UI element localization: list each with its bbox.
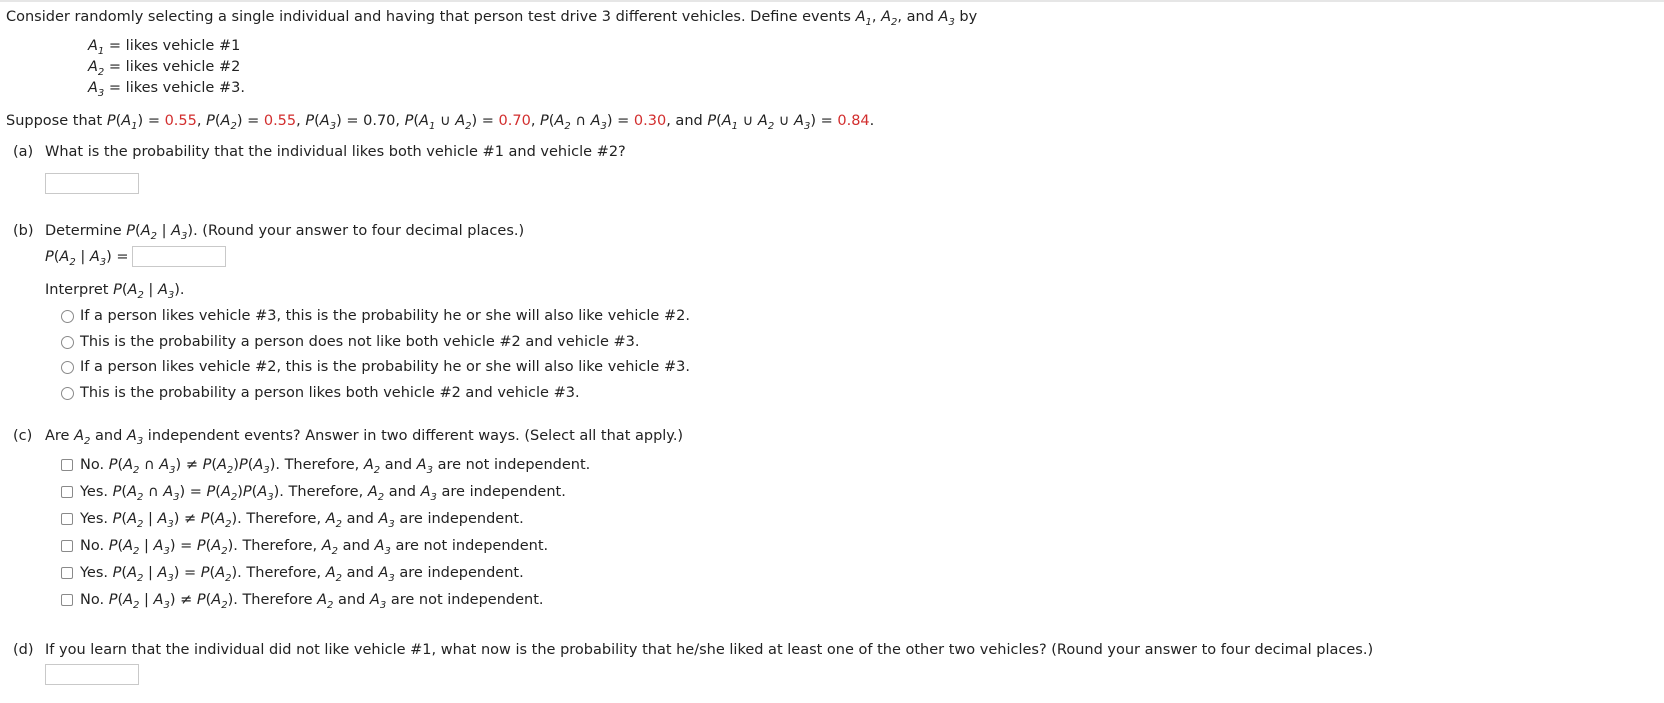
part-c-option-1-text: No. $P(A_2$ ∩ $A_3) \ne P(A_2)P(A_3)$. Therefore, $A_2$ and $A_3$ are not independent. [80, 457, 591, 476]
part-c-option-2-text: Yes. $P(A_2$ ∩ $A_3) = P(A_2)P(A_3)$. Therefore, $A_2$ and $A_3$ are independent. [80, 484, 566, 503]
part-c-option-6-checkbox[interactable] [61, 594, 73, 606]
part-b-option-3-radio[interactable] [61, 361, 74, 374]
part-c-option-3-checkbox[interactable] [61, 513, 73, 525]
event-a2-label: = likes vehicle #2 [108, 59, 241, 75]
part-c-option-3-tail: are independent. [399, 511, 524, 527]
intro-by: by [959, 9, 978, 25]
part-c-option-6-text: No. $P(A_2$ | $A_3) \ne P(A_2)$. Therefore $A_2$ and $A_3$ are not independent. [80, 592, 544, 611]
given-prefix: Suppose that [6, 113, 103, 129]
p-union-value: 0.84 [837, 113, 870, 129]
part-c-option-4-tail: are not independent. [395, 538, 549, 554]
part-c-option-1-tail: are not independent. [437, 457, 591, 473]
part-c-option-4-lead: No. [80, 538, 105, 554]
event-a2: $A_2$ = likes vehicle #2 [88, 59, 241, 78]
p-a1-or-a2-value: 0.70 [498, 113, 531, 129]
p-a2-and-a3-value: 0.30 [633, 113, 667, 129]
part-d-question: If you learn that the individual did not like vehicle #1, what now is the probability that he/she liked at least one of the other two vehicles? (Round your answer to four decimal places.) [45, 642, 1374, 658]
part-b-question-prefix: Determine [45, 223, 122, 239]
part-c-option-5-checkbox[interactable] [61, 567, 73, 579]
part-b-option-2-text: This is the probability a person does not like both vehicle #2 and vehicle #3. [80, 334, 640, 350]
given-probabilities: Suppose that $P(A_1) = 0.55$, $P(A_2) = 0.55$, $P(A_3) = 0.70$, $P(A_1$ ∪ $A_2) = 0.70$, $P(A_2$ ∩ $A_3) = 0.30$, and $P(A_1$ ∪ $A_2$ ∪ $A_3) = 0.84$. [6, 113, 875, 132]
part-c-option-4-text: No. $P(A_2$ | $A_3) = P(A_2)$. Therefore, $A_2$ and $A_3$ are not independent. [80, 538, 549, 557]
part-d-label: (d) [13, 642, 34, 658]
part-b-option-2-radio[interactable] [61, 336, 74, 349]
part-c-option-2-lead: Yes. [80, 484, 109, 500]
p-a2-value: 0.55 [263, 113, 297, 129]
part-c-option-1-lead: No. [80, 457, 105, 473]
part-b-option-1-radio[interactable] [61, 310, 74, 323]
top-divider [0, 0, 1664, 2]
part-c-label: (c) [13, 428, 33, 444]
part-c-option-1-checkbox[interactable] [61, 459, 73, 471]
part-b-label: (b) [13, 223, 34, 239]
event-a1-label: = likes vehicle #1 [108, 38, 241, 54]
part-b-interpret-prefix: Interpret [45, 282, 109, 298]
part-c-option-5-tail: are independent. [399, 565, 524, 581]
part-c-question: Are $A_2$ and $A_3$ independent events? Answer in two different ways. (Select all that apply.) [45, 428, 684, 447]
p-a3-value: 0.70 [363, 113, 396, 129]
part-c-option-2-tail: are independent. [441, 484, 566, 500]
part-c-option-5-text: Yes. $P(A_2$ | $A_3) = P(A_2)$. Therefore, $A_2$ and $A_3$ are independent. [80, 565, 524, 584]
p-a1-value: 0.55 [164, 113, 197, 129]
part-b-answer-input[interactable] [132, 246, 226, 267]
part-c-option-3-text: Yes. $P(A_2$ | $A_3) \ne P(A_2)$. Therefore, $A_2$ and $A_3$ are independent. [80, 511, 524, 530]
part-b-option-4-text: This is the probability a person likes both vehicle #2 and vehicle #3. [80, 385, 580, 401]
intro-sentence: Consider randomly selecting a single individual and having that person test drive 3 different vehicles. Define events [6, 9, 851, 25]
part-a-question: What is the probability that the individual likes both vehicle #1 and vehicle #2? [45, 144, 626, 160]
event-a3-label: = likes vehicle #3. [108, 80, 245, 96]
part-c-option-4-checkbox[interactable] [61, 540, 73, 552]
event-a1: $A_1$ = likes vehicle #1 [88, 38, 241, 57]
part-a-answer-input[interactable] [45, 173, 139, 194]
part-c-option-5-lead: Yes. [80, 565, 109, 581]
event-a3: $A_3$ = likes vehicle #3. [88, 80, 245, 99]
intro-text: Consider randomly selecting a single individual and having that person test drive 3 different vehicles. Define events $A_1$, $A_2$, and $A_3$ by [6, 9, 978, 28]
part-b-interpret: Interpret $P(A_2$ | $A_3$). [45, 282, 185, 301]
part-b-option-1-text: If a person likes vehicle #3, this is the probability he or she will also like vehicle #2. [80, 308, 690, 324]
part-b-question: Determine $P(A_2$ | $A_3$). (Round your answer to four decimal places.) [45, 223, 525, 242]
part-c-question-suffix: independent events? Answer in two different ways. (Select all that apply.) [147, 428, 684, 444]
part-c-option-6-lead: No. [80, 592, 105, 608]
part-a-label: (a) [13, 144, 34, 160]
part-b-option-3-text: If a person likes vehicle #2, this is the probability he or she will also like vehicle #3. [80, 359, 690, 375]
part-c-option-3-lead: Yes. [80, 511, 109, 527]
part-b-option-4-radio[interactable] [61, 387, 74, 400]
part-c-option-2-checkbox[interactable] [61, 486, 73, 498]
part-b-question-suffix: . (Round your answer to four decimal places.) [193, 223, 525, 239]
part-c-question-prefix: Are [45, 428, 70, 444]
part-b-answer-label: $P(A_2$ | $A_3$) = [45, 249, 129, 268]
part-d-answer-input[interactable] [45, 664, 139, 685]
part-c-option-6-tail: are not independent. [390, 592, 544, 608]
